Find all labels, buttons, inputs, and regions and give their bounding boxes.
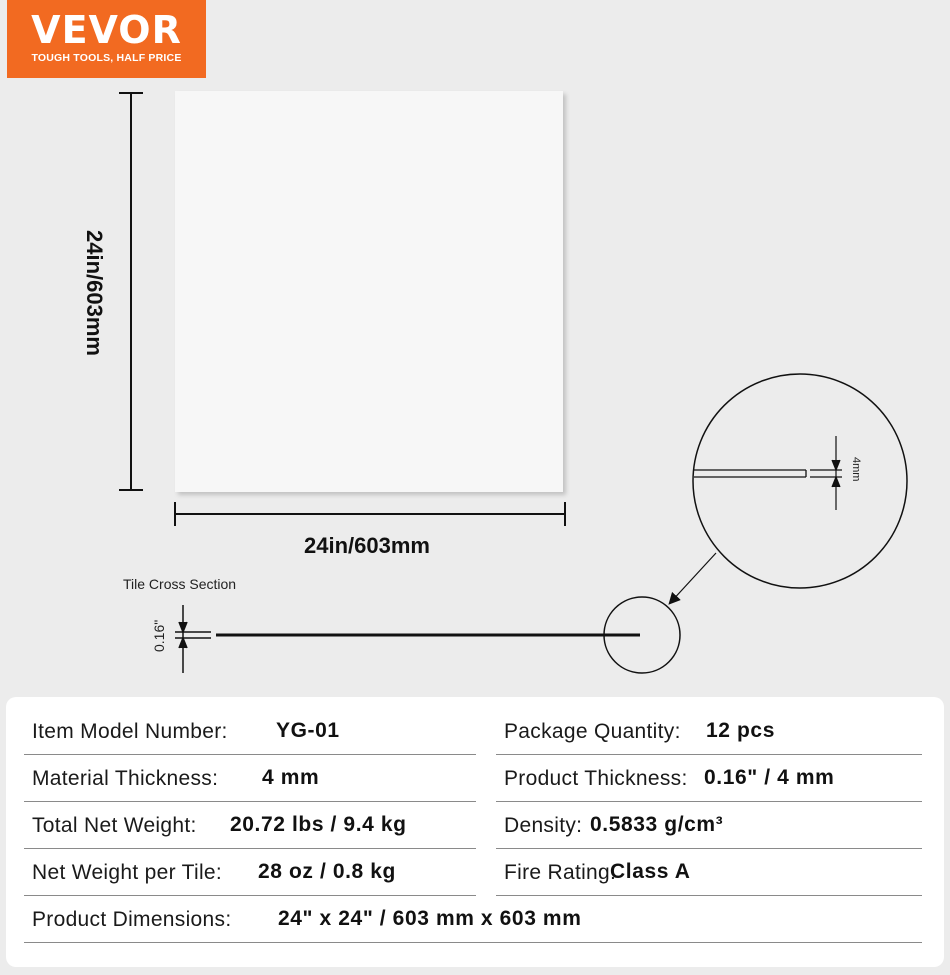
spec-row bbox=[6, 849, 944, 896]
spec-cell-left bbox=[24, 802, 476, 849]
spec-row-dimensions bbox=[6, 896, 944, 943]
spec-value: Class A bbox=[610, 860, 691, 883]
spec-value: 28 oz / 0.8 kg bbox=[258, 860, 396, 883]
height-label: 24in/603mm bbox=[82, 230, 107, 356]
cross-section-title: Tile Cross Section bbox=[123, 576, 237, 592]
spec-label: Total Net Weight: bbox=[32, 814, 197, 837]
cross-section-thickness-label: 0.16" bbox=[151, 619, 167, 652]
spec-value: YG-01 bbox=[276, 719, 340, 742]
spec-row bbox=[6, 708, 944, 755]
spec-cell-left bbox=[24, 708, 476, 755]
spec-label: Net Weight per Tile: bbox=[32, 861, 223, 884]
spec-value: 20.72 lbs / 9.4 kg bbox=[230, 813, 407, 836]
spec-label: Product Thickness: bbox=[504, 767, 688, 790]
spec-label: Product Dimensions: bbox=[32, 908, 232, 931]
width-dimension bbox=[175, 502, 565, 526]
logo-tagline: TOUGH TOOLS, HALF PRICE bbox=[31, 52, 182, 64]
spec-label: Package Quantity: bbox=[504, 720, 681, 743]
spec-cell-right bbox=[496, 802, 922, 849]
magnifier-pointer bbox=[670, 553, 716, 603]
spec-row bbox=[6, 802, 944, 849]
spec-label: Fire Rating: bbox=[504, 861, 617, 884]
specifications-table bbox=[6, 697, 944, 967]
spec-cell-left bbox=[24, 755, 476, 802]
magnifier-circle-large bbox=[693, 374, 907, 588]
height-dimension bbox=[119, 93, 143, 490]
tile-square bbox=[175, 91, 563, 492]
spec-row bbox=[6, 755, 944, 802]
spec-label: Density: bbox=[504, 814, 583, 837]
logo-brand: VEVOR bbox=[31, 8, 182, 52]
detail-thickness-marker bbox=[810, 436, 842, 510]
spec-value: 0.5833 g/cm³ bbox=[590, 813, 724, 836]
spec-value: 0.16" / 4 mm bbox=[704, 766, 835, 789]
detail-thickness-label: 4mm bbox=[850, 457, 862, 482]
spec-value: 12 pcs bbox=[706, 719, 775, 742]
spec-cell-right bbox=[496, 708, 922, 755]
spec-label: Material Thickness: bbox=[32, 767, 219, 790]
width-label: 24in/603mm bbox=[304, 533, 430, 558]
spec-cell-full bbox=[24, 896, 922, 943]
spec-label: Item Model Number: bbox=[32, 720, 228, 743]
spec-cell-right bbox=[496, 849, 922, 896]
detail-tile-edge bbox=[694, 470, 806, 477]
spec-cell-right bbox=[496, 755, 922, 802]
spec-value: 4 mm bbox=[262, 766, 320, 789]
spec-cell-left bbox=[24, 849, 476, 896]
spec-value: 24" x 24" / 603 mm x 603 mm bbox=[278, 907, 582, 930]
cross-section-thickness-marker bbox=[175, 605, 211, 673]
